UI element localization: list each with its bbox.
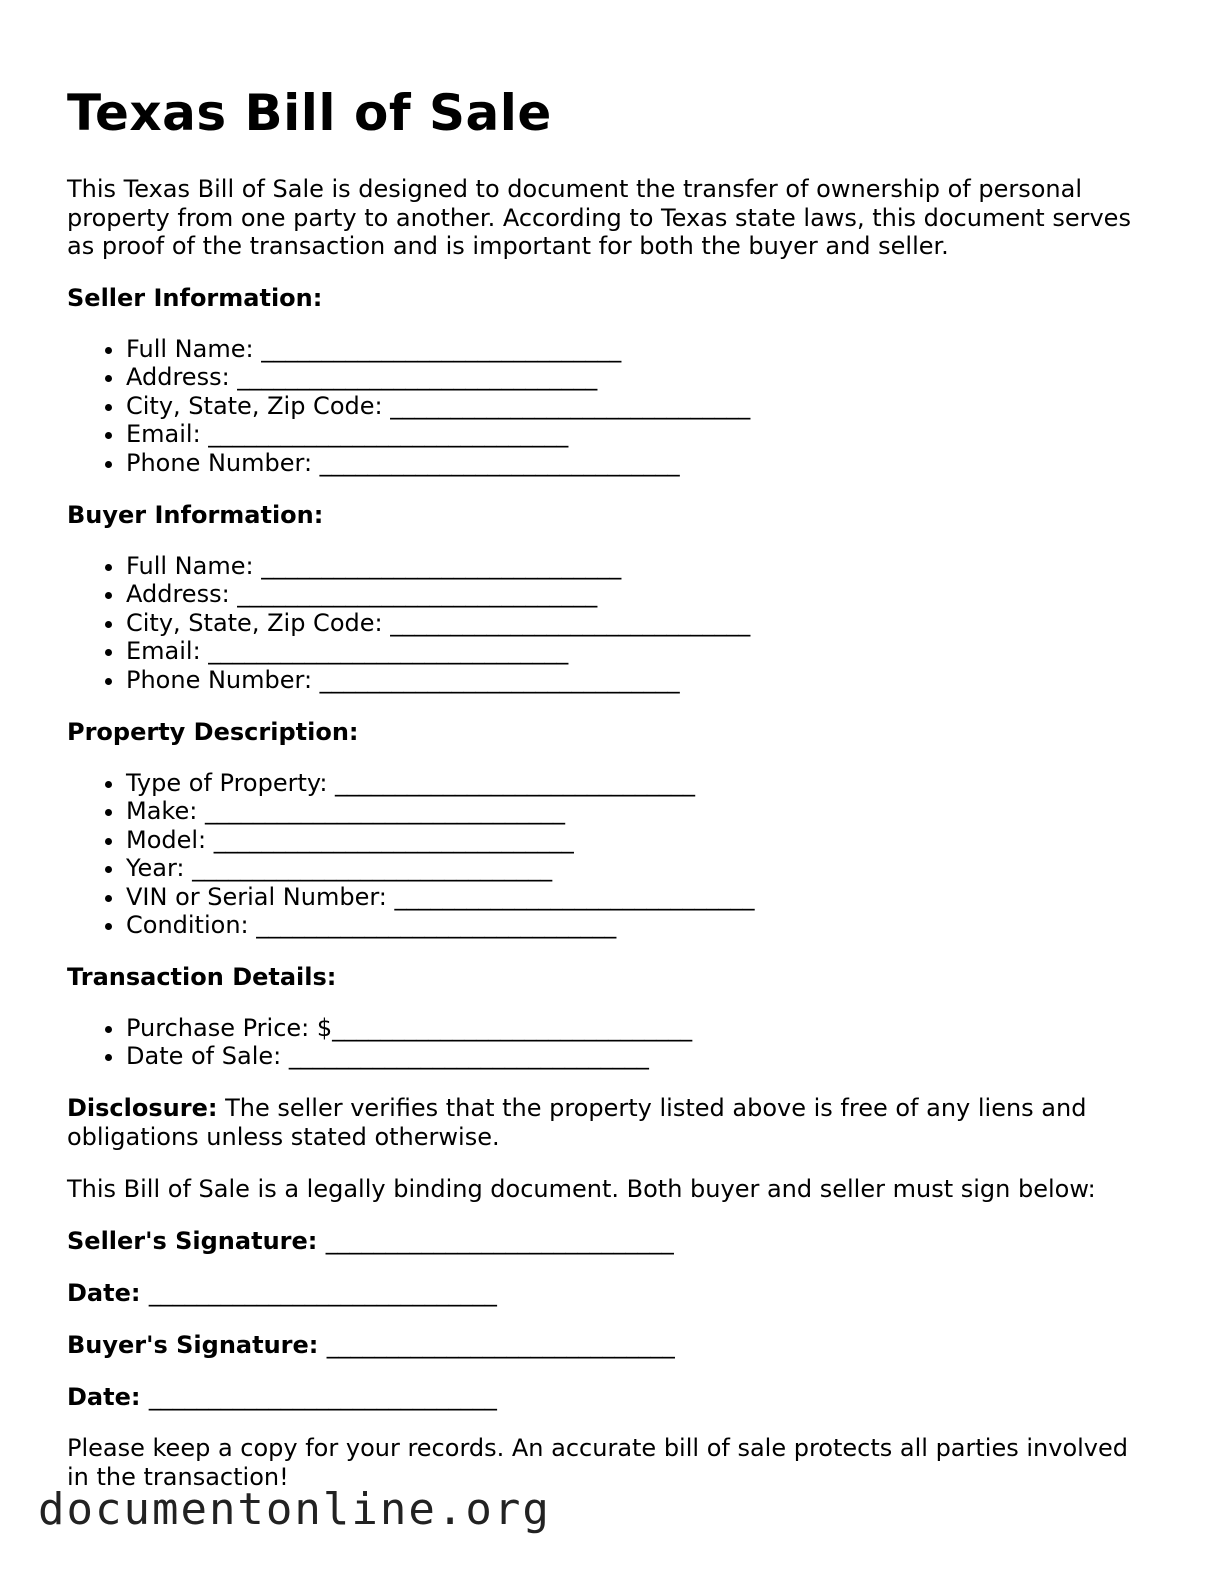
seller-email-field[interactable]: • Email: ______________________________ [126,420,750,448]
buyer-signature-row[interactable] [67,1331,675,1359]
buyer-date-label: Date: [67,1383,141,1411]
purchase-price-field[interactable]: • Purchase Price: $______________________________ [126,1014,692,1042]
disclosure-text: The seller verifies that the property listed above is free of any liens and obligations unless stated otherwise. [67,1094,1087,1151]
disclosure-label: Disclosure: [67,1094,218,1122]
seller-city-state-zip-field[interactable]: • City, State, Zip Code: ______________________________ [126,392,750,420]
binding-statement: This Bill of Sale is a legally binding document. Both buyer and seller must sign below: [67,1175,1096,1203]
seller-full-name-field[interactable]: • Full Name: ______________________________ [126,335,750,363]
buyer-date-line[interactable]: _____________________________ [148,1383,497,1411]
disclosure-paragraph [67,1094,1157,1151]
page-title: Texas Bill of Sale [67,84,552,142]
property-fields-list [67,769,755,939]
intro-paragraph: This Texas Bill of Sale is designed to document the transfer of ownership of personal property from one party to another. According to Texas state laws, this document serves as proof of the transaction and is important for both the buyer and seller. [67,175,1131,260]
buyer-phone-field[interactable]: • Phone Number: ______________________________ [126,666,750,694]
property-type-field[interactable]: • Type of Property: ______________________________ [126,769,755,797]
buyer-full-name-field[interactable]: • Full Name: ______________________________ [126,552,750,580]
seller-fields-list [67,335,750,477]
buyer-signature-line[interactable]: _____________________________ [326,1331,675,1359]
seller-address-field[interactable]: • Address: ______________________________ [126,363,750,391]
buyer-signature-label: Buyer's Signature: [67,1331,319,1359]
seller-signature-line[interactable]: _____________________________ [325,1227,674,1255]
buyer-section-heading: Buyer Information: [67,501,324,529]
buyer-email-field[interactable]: • Email: ______________________________ [126,637,750,665]
buyer-fields-list [67,552,750,694]
property-condition-field[interactable]: • Condition: ______________________________ [126,911,755,939]
property-model-field[interactable]: • Model: ______________________________ [126,826,755,854]
seller-date-label: Date: [67,1279,141,1307]
watermark: documentonline.org [38,1484,551,1535]
property-section-heading: Property Description: [67,718,359,746]
seller-date-row[interactable] [67,1279,497,1307]
property-make-field[interactable]: • Make: ______________________________ [126,797,755,825]
closing-note: Please keep a copy for your records. An accurate bill of sale protects all parties involved in the transaction! [67,1434,1128,1491]
date-of-sale-field[interactable]: • Date of Sale: ______________________________ [126,1042,692,1070]
buyer-city-state-zip-field[interactable]: • City, State, Zip Code: ______________________________ [126,609,750,637]
property-year-field[interactable]: • Year: ______________________________ [126,854,755,882]
seller-signature-row[interactable] [67,1227,674,1255]
seller-phone-field[interactable]: • Phone Number: ______________________________ [126,449,750,477]
seller-section-heading: Seller Information: [67,284,323,312]
buyer-date-row[interactable] [67,1383,497,1411]
transaction-section-heading: Transaction Details: [67,963,337,991]
buyer-address-field[interactable]: • Address: ______________________________ [126,580,750,608]
seller-date-line[interactable]: _____________________________ [148,1279,497,1307]
transaction-fields-list [67,1014,692,1071]
seller-signature-label: Seller's Signature: [67,1227,318,1255]
property-vin-field[interactable]: • VIN or Serial Number: ______________________________ [126,883,755,911]
